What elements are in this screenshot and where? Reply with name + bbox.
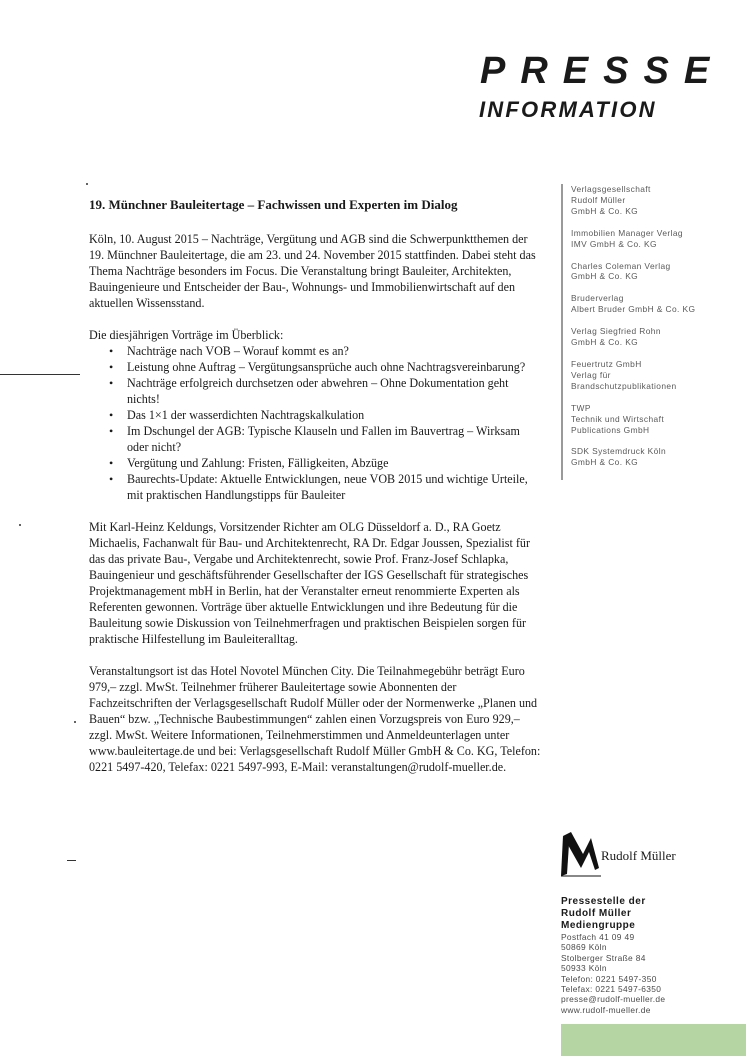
company-entry bbox=[571, 326, 721, 348]
accent-bar bbox=[561, 1024, 746, 1056]
logo-wordmark: Rudolf Müller bbox=[601, 848, 676, 863]
contact-email[interactable]: presse@rudolf-mueller.de bbox=[561, 994, 666, 1005]
company-line: Brandschutzpublikationen bbox=[571, 380, 677, 391]
company-line: SDK Systemdruck Köln bbox=[571, 446, 667, 457]
contact-website[interactable]: www.rudolf-mueller.de bbox=[561, 1004, 651, 1015]
company-line: Feuertrutz GmbH bbox=[571, 358, 642, 369]
punch-mark bbox=[67, 860, 76, 861]
margin-dot bbox=[74, 721, 76, 723]
list-item: • Das 1×1 der wasserdichten Nachtragskalkulation bbox=[127, 407, 541, 423]
company-line: Publications GmbH bbox=[571, 424, 650, 435]
company-entry bbox=[571, 228, 721, 250]
article-body bbox=[89, 196, 541, 791]
contact-line: 50933 Köln bbox=[561, 963, 607, 974]
contact-heading: Pressestelle der bbox=[561, 896, 646, 907]
publisher-list bbox=[561, 184, 721, 480]
company-line: Charles Coleman Verlag bbox=[571, 260, 671, 271]
company-entry bbox=[571, 403, 721, 436]
list-item: • Baurechts-Update: Aktuelle Entwicklungen, neue VOB 2015 und wichtige Urteile, mit praktischen Handlungstipps für Bauleiter bbox=[127, 471, 541, 503]
company-entry bbox=[571, 261, 721, 283]
company-line: Immobilien Manager Verlag bbox=[571, 227, 683, 238]
company-line: Technik und Wirtschaft bbox=[571, 413, 665, 424]
talks-list bbox=[89, 343, 541, 503]
intro-paragraph: Köln, 10. August 2015 – Nachträge, Vergütung und AGB sind die Schwerpunktthemen der 19. Münchner Bauleitertage, die am 23. und 24. November 2015 stattfinden. Dabei steht das Thema Nachträge besonders im Focus. Die Veranstaltung bringt Bauleiter, Architekten, Bauingenieure und Entscheider der Bau-, Wohnungs- und Immobilienwirtschaft auf den aktuellen Wissensstand. bbox=[89, 232, 536, 310]
list-item: • Leistung ohne Auftrag – Vergütungsansprüche auch ohne Nachtragsvereinbarung? bbox=[127, 359, 541, 375]
contact-line: 50869 Köln bbox=[561, 942, 607, 953]
company-line: Rudolf Müller bbox=[571, 194, 626, 205]
company-entry bbox=[571, 184, 721, 217]
venue-paragraph: Veranstaltungsort ist das Hotel Novotel München City. Die Teilnahmegebühr beträgt Euro 979,– zzgl. MwSt. Teilnehmer früherer Bauleitertage sowie Abonnenten der Fachzeitschriften der Verlagsgesellschaft Rudolf Müller oder der Normenwerke „Planen und Bauen“ bzw. „Technische Baubestimmungen“ zahlen einen Vorzugspreis von Euro 929,– zzgl. MwSt. Weitere Informationen, Teilnehmerstimmen und Anmeldeunterlagen unter www.bauleitertage.de und bei: Verlagsgesellschaft Rudolf Müller GmbH & Co. KG, Telefon: 0221 5497-420, Telefax: 0221 5497-993, E-Mail: veranstaltungen@rudolf-mueller.de. bbox=[89, 664, 541, 774]
company-line: Verlagsgesellschaft bbox=[571, 184, 651, 194]
contact-line: Telefax: 0221 5497-6350 bbox=[561, 984, 662, 995]
contact-line: Telefon: 0221 5497-350 bbox=[561, 973, 657, 984]
contact-line: Stolberger Straße 84 bbox=[561, 952, 646, 963]
list-intro: Die diesjährigen Vorträge im Überblick: bbox=[89, 328, 284, 342]
contact-line: Postfach 41 09 49 bbox=[561, 932, 635, 942]
company-line: IMV GmbH & Co. KG bbox=[571, 238, 657, 249]
company-line: Verlag für bbox=[571, 369, 611, 380]
company-entry bbox=[571, 293, 721, 315]
list-item: • Im Dschungel der AGB: Typische Klauseln und Fallen im Bauvertrag – Wirksam oder nicht? bbox=[127, 423, 541, 455]
company-line: GmbH & Co. KG bbox=[571, 457, 639, 468]
list-item: • Nachträge erfolgreich durchsetzen oder abwehren – Ohne Dokumentation geht nichts! bbox=[127, 375, 541, 407]
margin-dot bbox=[19, 524, 21, 526]
list-item: • Vergütung und Zahlung: Fristen, Fälligkeiten, Abzüge bbox=[127, 455, 541, 471]
contact-heading: Mediengruppe bbox=[561, 920, 636, 931]
company-entry bbox=[571, 359, 721, 392]
company-line: GmbH & Co. KG bbox=[571, 337, 639, 348]
company-line: GmbH & Co. KG bbox=[571, 271, 639, 282]
speakers-paragraph: Mit Karl-Heinz Keldungs, Vorsitzender Richter am OLG Düsseldorf a. D., RA Goetz Michaelis, Fachanwalt für Bau- und Architektenrecht, RA Dr. Edgar Joussen, Spezialist für das das private Bau-, Vergabe und Architektenrecht, sowie Prof. Franz-Josef Schlapka, Bauingenieur und geschäftsführender Gesellschafter der IGS Gesellschaft für strategisches Projektmanagement mbH in Berlin, hat der Veranstalter erneut renommierte Experten als Referenten gewonnen. Vorträge über aktuelle Entwicklungen und ihre Bedeutung für die Bauleitung sowie Diskussion von Teilnehmerfragen und praktischen Beispielen sorgen für praktische Hilfestellung im Bauleiteralltag. bbox=[89, 520, 530, 646]
company-line: Verlag Siegfried Rohn bbox=[571, 326, 661, 337]
margin-dot bbox=[86, 183, 88, 185]
fold-mark bbox=[0, 374, 80, 375]
press-contact bbox=[561, 896, 731, 1015]
headline: 19. Münchner Bauleitertage – Fachwissen und Experten im Dialog bbox=[89, 197, 458, 212]
contact-heading: Rudolf Müller bbox=[561, 908, 632, 919]
company-line: Albert Bruder GmbH & Co. KG bbox=[571, 304, 696, 315]
company-line: GmbH & Co. KG bbox=[571, 205, 639, 216]
company-line: TWP bbox=[571, 402, 591, 413]
company-entry bbox=[571, 446, 721, 468]
list-item: • Nachträge nach VOB – Worauf kommt es an? bbox=[127, 343, 541, 359]
presse-title: PRESSE bbox=[480, 50, 725, 92]
information-subtitle: INFORMATION bbox=[479, 97, 657, 122]
company-line: Bruderverlag bbox=[571, 293, 624, 304]
